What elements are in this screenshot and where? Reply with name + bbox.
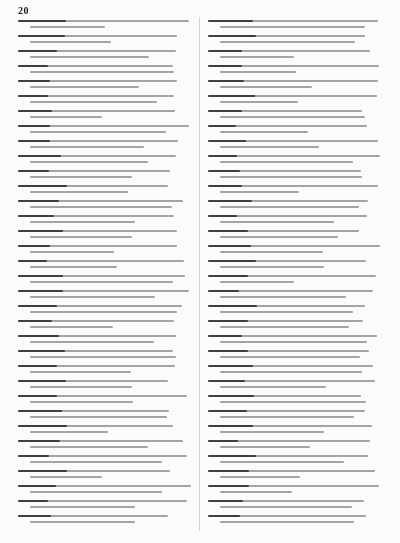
entry-text-line [30, 401, 133, 403]
directory-entry [18, 452, 194, 467]
entry-text-line [220, 56, 294, 58]
directory-entry [208, 302, 384, 317]
directory-entry [18, 512, 194, 527]
entry-text-line [220, 86, 312, 88]
entry-name [18, 425, 67, 427]
entry-name [208, 275, 248, 277]
entry-text-line [30, 176, 132, 178]
entry-name [18, 125, 50, 127]
entry-text-line [220, 236, 338, 238]
entry-text-line [30, 446, 148, 448]
entry-name [208, 290, 239, 292]
entry-text-line [220, 371, 362, 373]
directory-entry [208, 407, 384, 422]
directory-entry [18, 257, 194, 272]
entry-text-line [220, 191, 299, 193]
entry-name [18, 455, 49, 457]
directory-entry [18, 272, 194, 287]
entry-text-line [30, 251, 114, 253]
entry-name [208, 350, 248, 352]
entry-text-line [30, 191, 128, 193]
entry-name [208, 20, 253, 22]
entry-text-line [30, 86, 139, 88]
entry-text-line [30, 56, 149, 58]
entry-text-line [30, 146, 144, 148]
entry-name [208, 215, 237, 217]
entry-text-line [220, 506, 352, 508]
directory-entry [208, 17, 384, 32]
entry-text-line [30, 491, 162, 493]
entry-text-line [30, 371, 131, 373]
entry-name [18, 140, 50, 142]
directory-entry [18, 482, 194, 497]
entry-name [208, 50, 242, 52]
entry-name [18, 365, 57, 367]
entry-name [18, 320, 52, 322]
entry-text-line [30, 311, 177, 313]
entry-text-line [30, 161, 148, 163]
entry-name [18, 275, 63, 277]
entry-text-line [30, 476, 102, 478]
directory-entry [18, 362, 194, 377]
directory-entry [18, 17, 194, 32]
entry-text-line [30, 206, 172, 208]
directory-entry [208, 212, 384, 227]
directory-entry [18, 137, 194, 152]
entry-name [208, 110, 242, 112]
entry-name [18, 485, 56, 487]
entry-name [18, 95, 48, 97]
entry-name [208, 305, 257, 307]
entry-name [208, 140, 246, 142]
entry-text-line [30, 431, 108, 433]
entry-text-line [220, 176, 362, 178]
directory-entry [18, 242, 194, 257]
entry-name [18, 395, 57, 397]
entry-text-line [220, 461, 344, 463]
directory-entry [18, 182, 194, 197]
directory-entry [208, 377, 384, 392]
directory-entry [18, 227, 194, 242]
entry-name [208, 155, 237, 157]
directory-entry [18, 392, 194, 407]
entry-text-line [220, 401, 366, 403]
directory-entry [18, 407, 194, 422]
directory-entry [208, 77, 384, 92]
entry-name [18, 80, 50, 82]
directory-entry [18, 77, 194, 92]
entry-text-line [30, 131, 166, 133]
entry-text-line [30, 236, 132, 238]
entry-text-line [30, 386, 132, 388]
entry-name [208, 485, 249, 487]
directory-entry [18, 122, 194, 137]
entry-name [18, 185, 67, 187]
directory-entry [18, 92, 194, 107]
directory-entry [208, 167, 384, 182]
directory-entry [208, 182, 384, 197]
entry-name [18, 65, 48, 67]
entry-name [208, 455, 256, 457]
entry-text-line [30, 296, 155, 298]
entry-text-line [220, 146, 319, 148]
entry-text-line [220, 26, 365, 28]
entry-name [208, 95, 255, 97]
directory-entry [208, 257, 384, 272]
entry-name [18, 410, 62, 412]
entry-text-line [220, 131, 308, 133]
entry-name [208, 470, 249, 472]
entry-text-line [30, 521, 135, 523]
entry-name [18, 50, 57, 52]
entry-text-line [220, 206, 359, 208]
entry-name [18, 35, 65, 37]
directory-entry [208, 62, 384, 77]
entry-text-line [220, 41, 355, 43]
directory-entry [208, 227, 384, 242]
directory-entry [18, 437, 194, 452]
entry-name [208, 230, 248, 232]
entry-text-line [220, 446, 310, 448]
entry-name [208, 365, 253, 367]
entry-name [18, 440, 60, 442]
right-column [208, 17, 384, 533]
entry-text-line [220, 266, 324, 268]
entry-text-line [220, 521, 354, 523]
entry-text-line [220, 101, 298, 103]
entry-name [18, 155, 61, 157]
entry-text-line [220, 221, 334, 223]
entry-text-line [220, 416, 354, 418]
directory-entry [18, 287, 194, 302]
directory-entry [208, 137, 384, 152]
entry-name [18, 20, 66, 22]
entry-name [18, 230, 63, 232]
directory-entry [208, 482, 384, 497]
entry-text-line [220, 476, 300, 478]
entry-name [208, 200, 252, 202]
entry-text-line [30, 326, 113, 328]
entry-text-line [220, 491, 292, 493]
directory-entry [208, 392, 384, 407]
entry-text-line [30, 221, 135, 223]
entry-name [208, 335, 242, 337]
entry-text-line [30, 281, 173, 283]
directory-entry [208, 272, 384, 287]
directory-entry [208, 197, 384, 212]
directory-entry [208, 47, 384, 62]
directory-entry [18, 152, 194, 167]
directory-entry [208, 467, 384, 482]
directory-entry [18, 347, 194, 362]
left-column [18, 17, 194, 533]
directory-entry [18, 197, 194, 212]
directory-entry [208, 152, 384, 167]
directory-entry [18, 332, 194, 347]
directory-entry [208, 437, 384, 452]
entry-text-line [30, 101, 157, 103]
entry-text-line [30, 416, 167, 418]
directory-entry [18, 62, 194, 77]
directory-entry [208, 362, 384, 377]
directory-entry [18, 32, 194, 47]
entry-text-line [220, 386, 326, 388]
directory-entry [18, 497, 194, 512]
entry-name [208, 65, 242, 67]
entry-name [18, 245, 50, 247]
entry-name [18, 500, 48, 502]
entry-name [18, 215, 54, 217]
entry-text-line [30, 356, 176, 358]
directory-entry [18, 107, 194, 122]
entry-text-line [220, 431, 324, 433]
entry-name [208, 260, 256, 262]
entry-name [18, 260, 47, 262]
directory-entry [208, 332, 384, 347]
column-divider [199, 17, 200, 531]
entry-text-line [30, 41, 111, 43]
entry-text-line [30, 26, 105, 28]
directory-entry [208, 317, 384, 332]
entry-text-line [220, 116, 365, 118]
entry-name [208, 440, 238, 442]
directory-entry [18, 422, 194, 437]
entry-name [18, 380, 66, 382]
entry-name [208, 125, 236, 127]
entry-text-line [30, 461, 162, 463]
entry-name [208, 410, 247, 412]
directory-entry [208, 497, 384, 512]
entry-text-line [220, 281, 294, 283]
directory-entry [208, 32, 384, 47]
entry-name [18, 350, 65, 352]
entry-name [208, 80, 244, 82]
entry-text-line [220, 326, 349, 328]
entry-text-line [220, 71, 296, 73]
entry-text-line [30, 341, 154, 343]
entry-name [208, 380, 245, 382]
entry-name [208, 395, 254, 397]
entry-text-line [30, 266, 117, 268]
entry-name [18, 290, 63, 292]
entry-text-line [30, 116, 102, 118]
directory-entry [18, 317, 194, 332]
directory-entry [208, 452, 384, 467]
entry-text-line [220, 296, 346, 298]
entry-text-line [220, 251, 323, 253]
entry-text-line [30, 71, 174, 73]
entry-name [18, 515, 51, 517]
directory-entry [208, 242, 384, 257]
entry-name [18, 470, 67, 472]
entry-name [208, 515, 240, 517]
directory-entry [18, 377, 194, 392]
page-number: 20 [18, 6, 29, 17]
directory-entry [208, 347, 384, 362]
entry-text-line [220, 311, 353, 313]
entry-name [208, 500, 243, 502]
entry-name [18, 110, 52, 112]
entry-name [208, 425, 253, 427]
entry-name [208, 320, 248, 322]
directory-entry [208, 422, 384, 437]
directory-entry [18, 212, 194, 227]
directory-entry [208, 107, 384, 122]
entry-name [208, 170, 240, 172]
entry-name [18, 335, 59, 337]
directory-entry [18, 167, 194, 182]
entry-text-line [220, 341, 367, 343]
directory-entry [18, 467, 194, 482]
directory-entry [18, 47, 194, 62]
directory-entry [208, 512, 384, 527]
entry-name [208, 245, 251, 247]
entry-text-line [220, 161, 353, 163]
entry-text-line [220, 356, 360, 358]
entry-name [208, 185, 242, 187]
directory-entry [208, 122, 384, 137]
entry-name [18, 200, 59, 202]
entry-text-line [30, 506, 135, 508]
entry-name [18, 170, 49, 172]
entry-name [208, 35, 256, 37]
directory-entry [208, 287, 384, 302]
directory-entry [18, 302, 194, 317]
entry-name [18, 305, 57, 307]
directory-entry [208, 92, 384, 107]
